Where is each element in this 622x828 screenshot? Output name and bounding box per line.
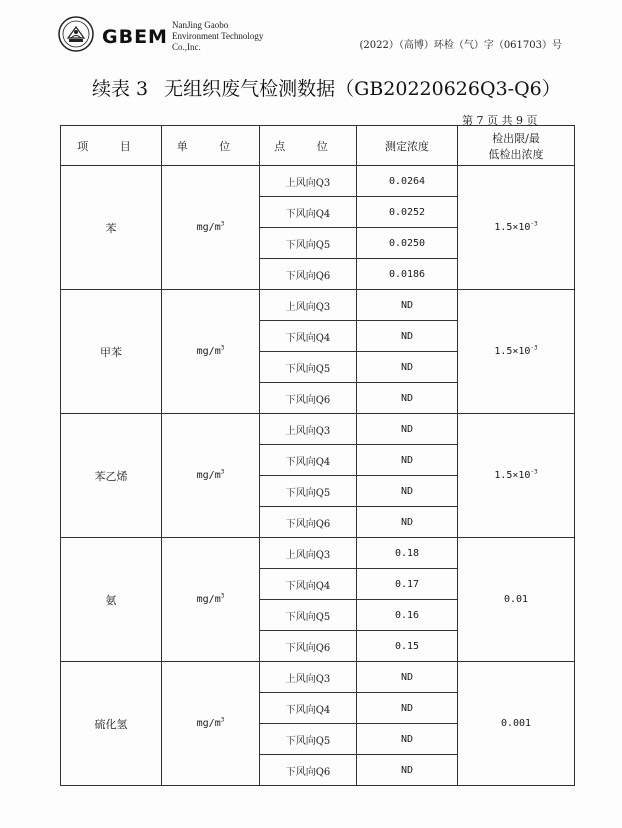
item-cell: 苯 [61,166,162,290]
point-cell: 下风向Q4 [260,693,357,724]
concentration-cell: 0.17 [357,569,458,600]
unit-cell: $mg/m^3$ [162,166,260,290]
point-cell: 上风向Q3 [260,166,357,197]
concentration-cell: ND [357,321,458,352]
point-cell: 上风向Q3 [260,414,357,445]
table-body [61,166,575,786]
concentration-cell: ND [357,352,458,383]
company-seal-logo-icon [58,16,94,52]
company-name: NanJing Gaobo Environment Technology Co.,Inc. [172,20,264,52]
table-row [61,290,575,321]
unit-cell: $mg/m^3$ [162,662,260,786]
unit-cell: $mg/m^3$ [162,414,260,538]
unit-cell: $mg/m^3$ [162,538,260,662]
concentration-cell: 0.18 [357,538,458,569]
limit-cell: $1.5\times 10^{-3}$ [458,414,575,538]
table-row [61,662,575,693]
concentration-cell: 0.0250 [357,228,458,259]
point-cell: 下风向Q5 [260,476,357,507]
point-cell: 下风向Q6 [260,507,357,538]
concentration-cell: 0.0264 [357,166,458,197]
point-cell: 下风向Q4 [260,321,357,352]
limit-cell: 0.01 [458,538,575,662]
header-unit: 单 位 [162,126,260,166]
concentration-cell: 0.0186 [357,259,458,290]
page-header [58,16,578,56]
point-cell: 下风向Q5 [260,600,357,631]
data-table [60,125,575,786]
table-header-row [61,126,575,166]
item-cell: 苯乙烯 [61,414,162,538]
header-concentration: 测定浓度 [357,126,458,166]
point-cell: 下风向Q6 [260,383,357,414]
item-cell: 氨 [61,538,162,662]
brand-name: GBEM [102,26,168,48]
unit-cell: $mg/m^3$ [162,290,260,414]
point-cell: 上风向Q3 [260,290,357,321]
header-limit: 检出限/最 低检出浓度 [458,126,575,166]
point-cell: 下风向Q4 [260,569,357,600]
point-cell: 上风向Q3 [260,538,357,569]
table-row [61,166,575,197]
point-cell: 上风向Q3 [260,662,357,693]
concentration-cell: ND [357,414,458,445]
table-row [61,538,575,569]
report-number: (2022）（高博）环检（气）字（061703）号 [359,40,562,51]
concentration-cell: ND [357,507,458,538]
limit-cell: $1.5\times 10^{-3}$ [458,290,575,414]
item-cell: 硫化氢 [61,662,162,786]
point-cell: 下风向Q4 [260,197,357,228]
point-cell: 下风向Q5 [260,228,357,259]
concentration-cell: ND [357,383,458,414]
item-cell: 甲苯 [61,290,162,414]
concentration-cell: 0.15 [357,631,458,662]
point-cell: 下风向Q5 [260,352,357,383]
point-cell: 下风向Q4 [260,445,357,476]
concentration-cell: 0.16 [357,600,458,631]
concentration-cell: ND [357,445,458,476]
header-point: 点 位 [260,126,357,166]
point-cell: 下风向Q6 [260,631,357,662]
concentration-cell: ND [357,662,458,693]
concentration-cell: 0.0252 [357,197,458,228]
point-cell: 下风向Q6 [260,755,357,786]
limit-cell: 0.001 [458,662,575,786]
page-number: 第 7 页 共 9 页 [462,114,538,127]
page-title: 续表 3 无组织废气检测数据（GB20220626Q3-Q6） [92,78,561,100]
concentration-cell: ND [357,290,458,321]
concentration-cell: ND [357,724,458,755]
point-cell: 下风向Q5 [260,724,357,755]
concentration-cell: ND [357,755,458,786]
concentration-cell: ND [357,476,458,507]
limit-cell: $1.5\times 10^{-3}$ [458,166,575,290]
concentration-cell: ND [357,693,458,724]
table-row [61,414,575,445]
header-item: 项 目 [61,126,162,166]
point-cell: 下风向Q6 [260,259,357,290]
